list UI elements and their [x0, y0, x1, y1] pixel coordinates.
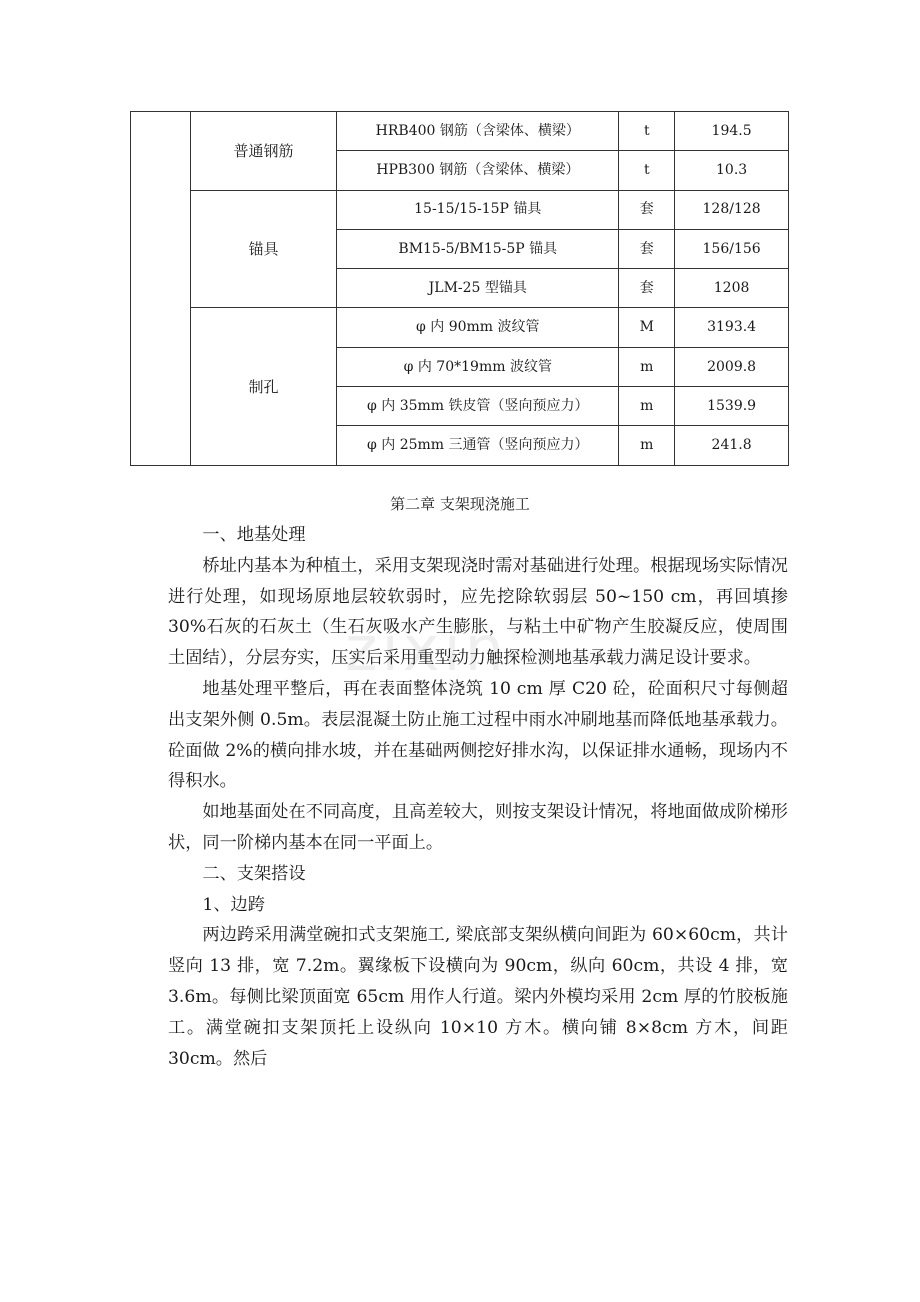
material-unit: t	[619, 151, 675, 190]
section-heading: 一、地基处理	[202, 525, 306, 545]
material-name: JLM-25 型锚具	[337, 269, 619, 308]
material-qty: 2009.8	[675, 347, 789, 386]
chapter-title: 第二章 支架现浇施工	[390, 495, 530, 513]
group-label: 普通钢筋	[190, 112, 336, 191]
material-unit: 套	[619, 229, 675, 268]
paragraph: 两边跨采用满堂碗扣式支架施工, 梁底部支架纵横向间距为 60×60cm，共计竖向 13 排，宽 7.2m。翼缘板下设横向为 90cm，纵向 60cm，共设 4 排，宽 3.6m。每侧比梁顶面宽 65cm 用作人行道。梁内外模均采用 2cm 厚的竹胶板施工。满堂碗扣支架顶托上设纵向 10×10 方木。横向铺 8×8cm 方木，间距 30cm。然后	[168, 925, 788, 1069]
material-unit: m	[619, 426, 675, 465]
material-qty: 3193.4	[675, 308, 789, 347]
section-heading: 二、支架搭设	[202, 863, 306, 884]
material-unit: t	[619, 112, 675, 151]
material-qty: 10.3	[675, 151, 789, 190]
group-label: 制孔	[190, 308, 336, 465]
table-row	[131, 308, 789, 347]
materials-table	[130, 111, 789, 466]
material-name: BM15-5/BM15-5P 锚具	[337, 229, 619, 268]
watermark: zixin	[345, 612, 508, 685]
body-text	[168, 520, 788, 1074]
subsection-heading: 1、边跨	[202, 894, 265, 915]
material-unit: 套	[619, 190, 675, 229]
material-qty: 194.5	[675, 112, 789, 151]
material-unit: 套	[619, 269, 675, 308]
material-unit: m	[619, 387, 675, 426]
material-name: φ 内 70*19mm 波纹管	[337, 347, 619, 386]
material-qty: 241.8	[675, 426, 789, 465]
table-row	[131, 112, 789, 151]
table-row	[131, 190, 789, 229]
paragraph: 地基处理平整后，再在表面整体浇筑 10 cm 厚 C20 砼，砼面积尺寸每侧超出支架外侧 0.5m。表层混凝土防止施工过程中雨水冲刷地基而降低地基承载力。砼面做 2%的横向排水坡，并在基础两侧挖好排水沟，以保证排水通畅，现场内不得积水。	[168, 678, 788, 792]
material-unit: m	[619, 347, 675, 386]
group-label: 锚具	[190, 190, 336, 308]
material-unit: M	[619, 308, 675, 347]
paragraph: 如地基面处在不同高度，且高差较大，则按支架设计情况，将地面做成阶梯形状，同一阶梯内基本在同一平面上。	[168, 802, 788, 853]
material-qty: 128/128	[675, 190, 789, 229]
material-qty: 156/156	[675, 229, 789, 268]
material-name: HPB300 钢筋（含梁体、横梁）	[337, 151, 619, 190]
material-name: φ 内 35mm 铁皮管（竖向预应力）	[337, 387, 619, 426]
material-qty: 1539.9	[675, 387, 789, 426]
paragraph: 桥址内基本为种植土，采用支架现浇时需对基础进行处理。根据现场实际情况进行处理，如现场原地层较软弱时，应先挖除软弱层 50~150 cm，再回填掺 30%石灰的石灰土（生石灰吸水产生膨胀，与粘土中矿物产生胶凝反应，使周围土固结），分层夯实，压实后采用重型动力触探检测地基承载力满足设计要求。	[168, 555, 788, 669]
blank-category-cell	[131, 112, 191, 466]
material-name: φ 内 90mm 波纹管	[337, 308, 619, 347]
material-name: 15-15/15-15P 锚具	[337, 190, 619, 229]
material-name: HRB400 钢筋（含梁体、横梁）	[337, 112, 619, 151]
material-qty: 1208	[675, 269, 789, 308]
material-name: φ 内 25mm 三通管（竖向预应力）	[337, 426, 619, 465]
